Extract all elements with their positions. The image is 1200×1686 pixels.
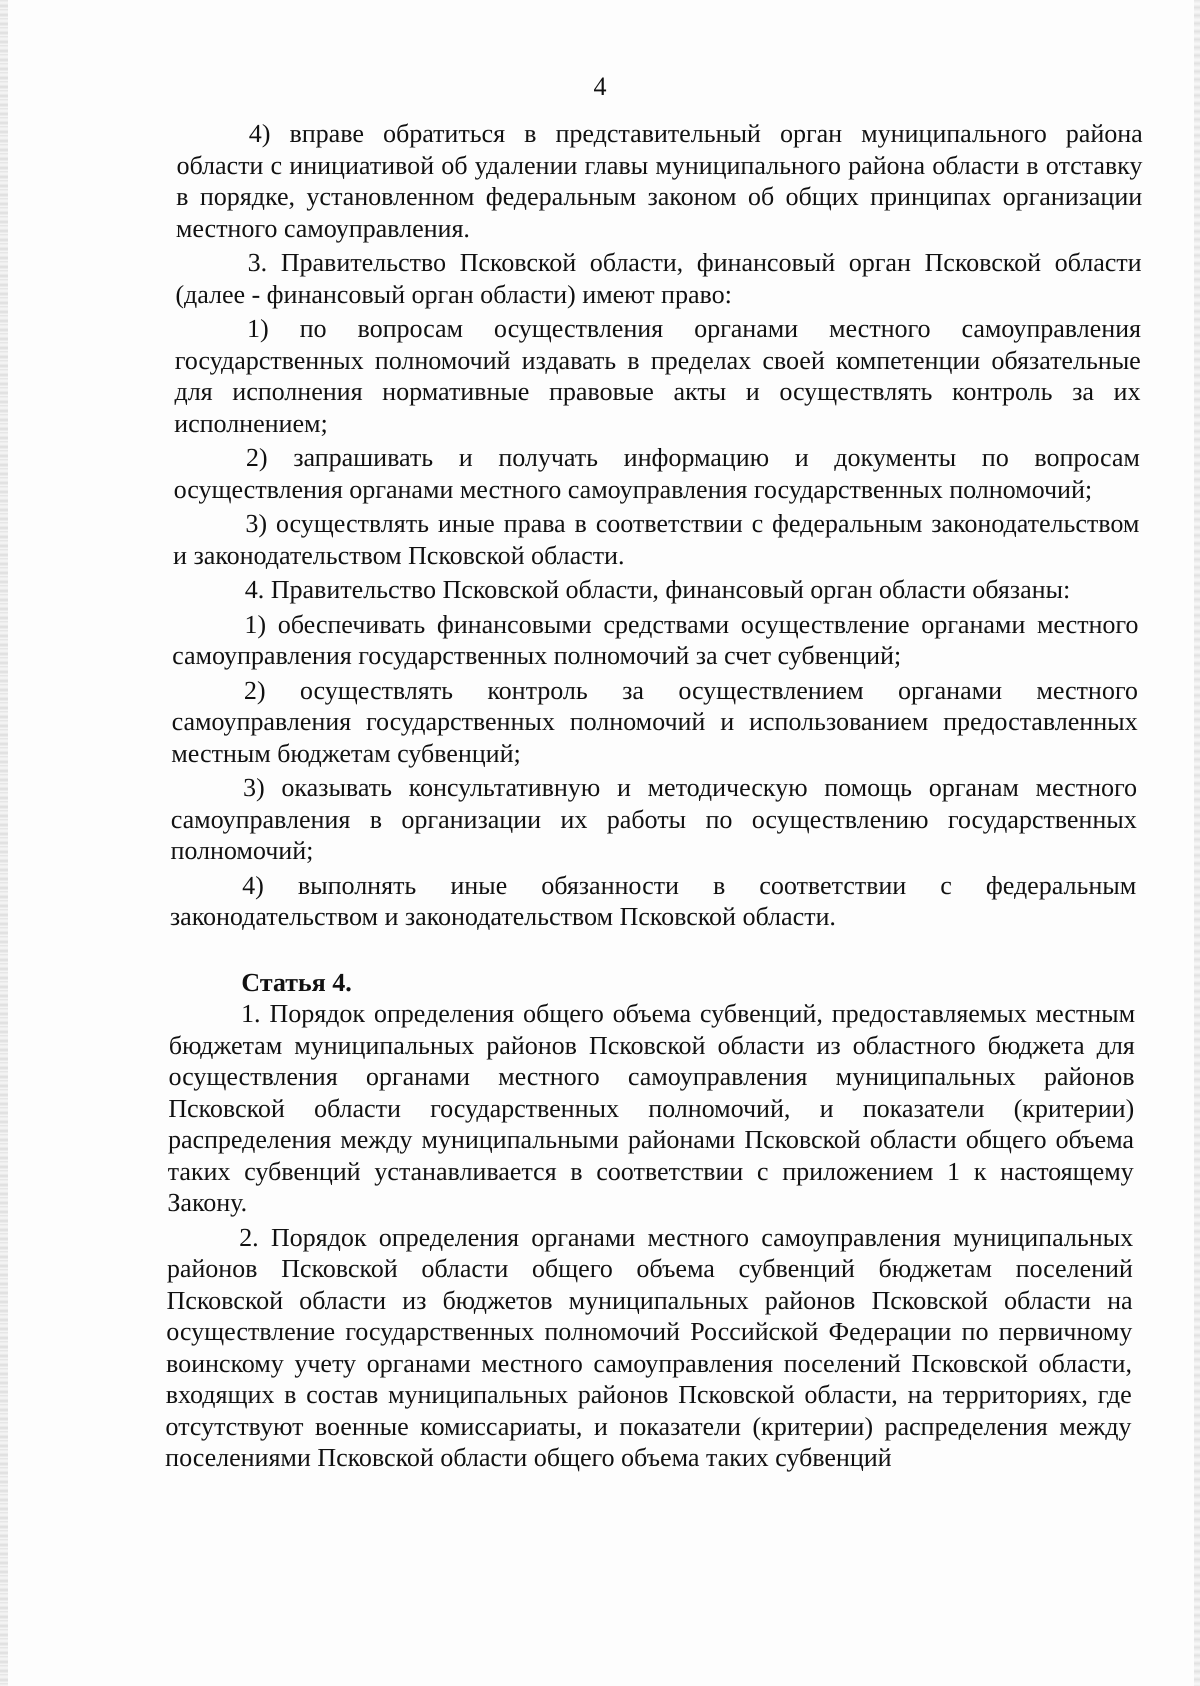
paragraph-section-3-item-2: 2) запрашивать и получать информацию и документы по вопросам осуществления органами местного самоуправления государственных полномочий; xyxy=(173,443,1141,504)
paragraph-right-4: 4) вправе обратиться в представительный орган муниципального района области с инициативой об удалении главы муниципального района области в отставку в порядке, установленном федеральным законом об общих принципах организации местного самоуправления. xyxy=(175,119,1143,243)
document-body xyxy=(165,118,1143,1477)
paragraph-section-4-item-1: 1) обеспечивать финансовыми средствами осуществление органами местного самоуправления государственных полномочий за счет субвенций; xyxy=(172,609,1139,670)
scan-edge-left xyxy=(0,0,8,1686)
scan-edge-right xyxy=(1194,0,1200,1686)
paragraph-section-4: 4. Правительство Псковской области, финансовый орган области обязаны: xyxy=(244,575,1071,604)
article-paragraph-2: 2. Порядок определения органами местного самоуправления муниципальных районов Псковской области общего объема субвенций бюджетам поселений Псковской области из бюджетов муниципальных районов Псковской области на осуществление государственных полномочий Российской Федерации по первичному воинскому учету органами местного самоуправления поселений Псковской области, входящих в состав муниципальных районов Псковской области, на территориях, где отсутствуют военные комиссариаты, и показатели (критерии) распределения между поселениями Псковской области общего объема таких субвенций xyxy=(165,1222,1134,1472)
paragraph-section-3-item-1: 1) по вопросам осуществления органами местного самоуправления государственных полномочий издавать в пределах своей компетенции обязательные для исполнения нормативные правовые акты и осуществлять контроль за их исполнением; xyxy=(174,314,1142,438)
article-heading: Статья 4. xyxy=(241,967,352,997)
paragraph-section-4-item-3: 3) оказывать консультативную и методическую помощь органам местного самоуправления в организации их работы по осуществлению государственных полномочий; xyxy=(170,773,1138,865)
paragraph-section-4-item-2: 2) осуществлять контроль за осуществлением органами местного самоуправления государственных полномочий и использованием предоставленных местным бюджетам субвенций; xyxy=(171,675,1139,768)
paragraph-section-3: 3. Правительство Псковской области, финансовый орган Псковской области (далее - финансовый орган области) имеют право: xyxy=(175,248,1142,309)
paragraph-section-4-item-4: 4) выполнять иные обязанности в соответствии с федеральным законодательством и законодательством Псковской области. xyxy=(169,870,1137,931)
page-number: 4 xyxy=(593,72,607,101)
article-paragraph-1: 1. Порядок определения общего объема субвенций, предоставляемых местным бюджетам муниципальных районов Псковской области из областного бюджета для осуществления органами местного самоуправления муниципальных районов Псковской области государственных полномочий, и показатели (критерии) распределения между муниципальными районами Псковской области общего объема таких субвенций устанавливается в соответствии с приложением 1 к настоящему Закону. xyxy=(167,999,1136,1217)
paragraph-section-3-item-3: 3) осуществлять иные права в соответствии с федеральным законодательством и законодательством Псковской области. xyxy=(172,509,1140,570)
